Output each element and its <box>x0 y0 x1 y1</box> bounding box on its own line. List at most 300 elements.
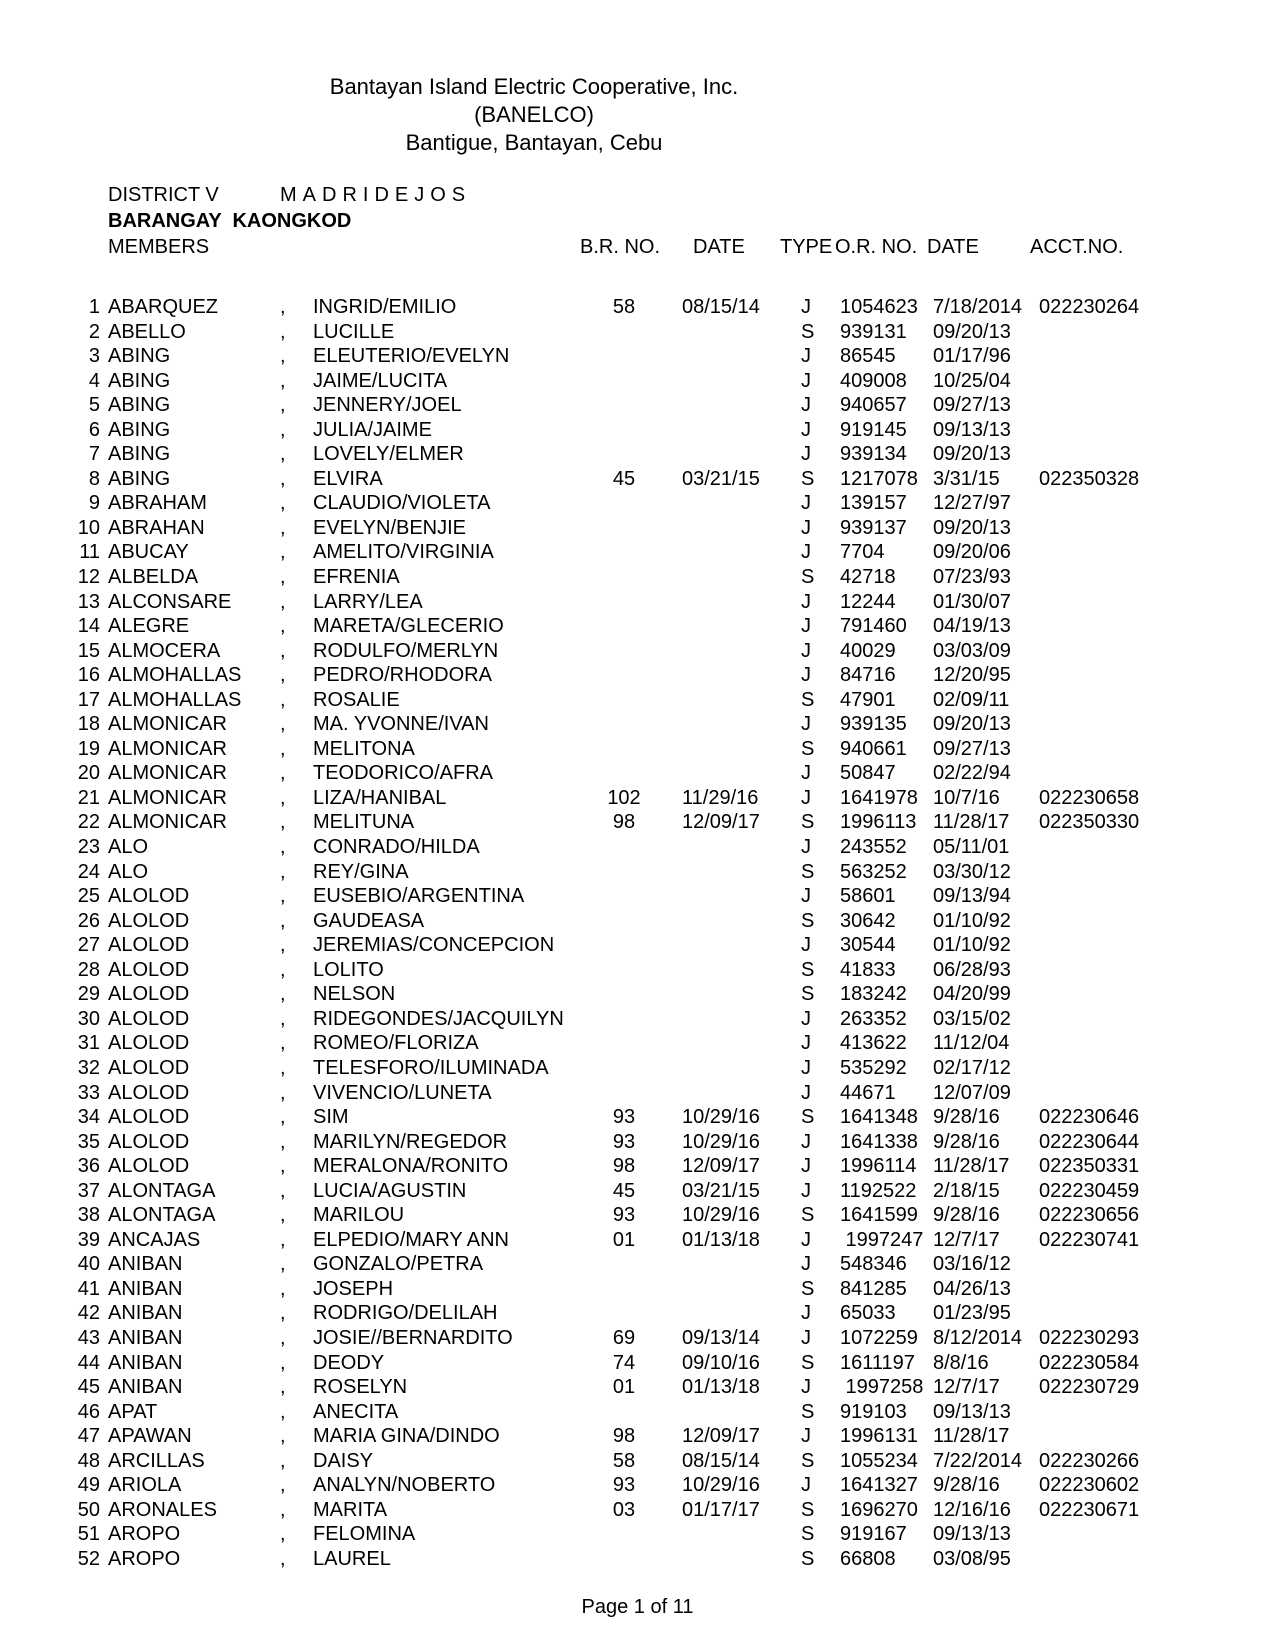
account-number: 022230656 <box>1039 1204 1140 1227</box>
membership-type: S <box>801 1547 815 1570</box>
or-date: 09/20/13 <box>933 443 1011 466</box>
or-date: 02/09/11 <box>933 688 1010 711</box>
account-number: 022230459 <box>1039 1179 1140 1202</box>
account-number: 022230671 <box>1039 1498 1140 1521</box>
account-number: 022230646 <box>1039 1106 1140 1129</box>
membership-type: J <box>801 345 811 368</box>
or-number: 919103 <box>840 1400 907 1423</box>
member-last-name: ANIBAN <box>108 1326 183 1349</box>
member-number: 16 <box>77 664 100 687</box>
or-date: 10/25/04 <box>933 369 1011 392</box>
or-number: 841285 <box>840 1277 907 1300</box>
membership-type: J <box>801 1056 811 1079</box>
member-last-name: ABING <box>108 418 171 441</box>
member-last-name: ABARQUEZ <box>108 296 219 318</box>
or-number: 1997258 <box>840 1376 924 1399</box>
member-number: 6 <box>88 418 100 441</box>
membership-type: S <box>801 1106 815 1129</box>
member-number: 22 <box>77 811 100 834</box>
or-date: 03/03/09 <box>933 639 1011 662</box>
member-first-names: MARILYN/REGEDOR <box>313 1130 508 1153</box>
account-number: 022230264 <box>1039 296 1140 318</box>
member-row <box>0 1007 1275 1032</box>
member-number: 9 <box>88 492 100 515</box>
district-label: DISTRICT V <box>108 184 219 206</box>
or-date: 11/28/17 <box>933 1425 1010 1448</box>
member-first-names: RODULFO/MERLYN <box>313 639 499 662</box>
membership-type: S <box>801 320 815 343</box>
or-date: 04/19/13 <box>933 615 1011 638</box>
br-number: 98 <box>612 811 636 834</box>
membership-type: S <box>801 1523 815 1546</box>
member-first-names: JEREMIAS/CONCEPCION <box>313 934 555 957</box>
name-separator: , <box>280 541 286 564</box>
or-number: 939134 <box>840 443 907 466</box>
member-number: 40 <box>77 1253 100 1276</box>
br-date: 09/10/16 <box>682 1351 760 1374</box>
member-row <box>0 1449 1275 1474</box>
name-separator: , <box>280 1474 286 1497</box>
member-number: 47 <box>77 1425 100 1448</box>
member-first-names: LUCIA/AGUSTIN <box>313 1179 467 1202</box>
or-number: 939137 <box>840 516 907 539</box>
membership-type: S <box>801 566 815 589</box>
member-number: 19 <box>77 737 100 760</box>
name-separator: , <box>280 1523 286 1546</box>
member-first-names: MELITONA <box>313 737 415 760</box>
name-separator: , <box>280 1425 286 1448</box>
or-number: 183242 <box>840 983 907 1006</box>
br-date: 10/29/16 <box>682 1130 760 1153</box>
member-number: 15 <box>77 639 100 662</box>
or-date: 09/27/13 <box>933 394 1011 417</box>
name-separator: , <box>280 909 286 932</box>
member-row <box>0 761 1275 786</box>
member-last-name: ABUCAY <box>108 541 189 564</box>
name-separator: , <box>280 1400 286 1423</box>
membership-type: J <box>801 836 811 859</box>
member-last-name: ABRAHAN <box>108 516 205 539</box>
member-last-name: ABING <box>108 443 171 466</box>
or-date: 04/20/99 <box>933 983 1011 1006</box>
or-date: 09/13/94 <box>933 885 1011 908</box>
member-row <box>0 1154 1275 1179</box>
member-last-name: ALOLOD <box>108 958 190 981</box>
member-number: 12 <box>77 566 100 589</box>
member-row <box>0 565 1275 590</box>
account-number: 022230729 <box>1039 1376 1140 1399</box>
member-row <box>0 909 1275 934</box>
member-last-name: ALMOCERA <box>108 639 221 662</box>
or-date: 09/13/13 <box>933 418 1011 441</box>
member-row <box>0 982 1275 1007</box>
or-date: 09/13/13 <box>933 1400 1011 1423</box>
or-number: 919167 <box>840 1523 907 1546</box>
member-last-name: ALCONSARE <box>108 590 232 613</box>
or-number: 84716 <box>840 664 896 687</box>
member-number: 52 <box>77 1547 100 1570</box>
member-number: 32 <box>77 1056 100 1079</box>
membership-type: S <box>801 958 815 981</box>
name-separator: , <box>280 394 286 417</box>
name-separator: , <box>280 885 286 908</box>
or-date: 01/10/92 <box>933 909 1011 932</box>
membership-type: J <box>801 1179 811 1202</box>
br-number: 58 <box>612 296 636 318</box>
membership-type: J <box>801 1302 811 1325</box>
or-date: 09/13/13 <box>933 1523 1011 1546</box>
member-first-names: LUCILLE <box>313 320 395 343</box>
or-date: 03/16/12 <box>933 1253 1011 1276</box>
name-separator: , <box>280 934 286 957</box>
membership-type: J <box>801 1007 811 1030</box>
name-separator: , <box>280 1253 286 1276</box>
name-separator: , <box>280 664 286 687</box>
member-first-names: JAIME/LUCITA <box>313 369 448 392</box>
member-number: 17 <box>77 688 100 711</box>
or-date: 12/20/95 <box>933 664 1011 687</box>
member-first-names: ANALYN/NOBERTO <box>313 1474 496 1497</box>
member-first-names: ROSELYN <box>313 1376 408 1399</box>
br-date: 10/29/16 <box>682 1474 760 1497</box>
name-separator: , <box>280 1228 286 1251</box>
or-date: 01/17/96 <box>933 345 1011 368</box>
member-first-names: ROMEO/FLORIZA <box>313 1032 479 1055</box>
or-date: 7/18/2014 <box>933 296 1022 318</box>
account-number: 022230644 <box>1039 1130 1140 1153</box>
or-number: 30544 <box>840 934 896 957</box>
or-date: 09/20/06 <box>933 541 1011 564</box>
member-row <box>0 393 1275 418</box>
name-separator: , <box>280 1449 286 1472</box>
or-number: 1641599 <box>840 1204 918 1227</box>
member-first-names: JOSEPH <box>313 1277 394 1300</box>
member-last-name: ABELLO <box>108 320 186 343</box>
or-date: 10/7/16 <box>933 786 1000 809</box>
member-row <box>0 369 1275 394</box>
or-number: 413622 <box>840 1032 907 1055</box>
member-number: 21 <box>77 786 100 809</box>
name-separator: , <box>280 1302 286 1325</box>
member-row <box>0 491 1275 516</box>
name-separator: , <box>280 836 286 859</box>
member-last-name: ALOLOD <box>108 983 190 1006</box>
membership-type: J <box>801 1228 811 1251</box>
member-number: 33 <box>77 1081 100 1104</box>
or-number: 44671 <box>840 1081 896 1104</box>
member-number: 10 <box>77 516 100 539</box>
member-row <box>0 663 1275 688</box>
col-date: DATE <box>693 236 745 258</box>
name-separator: , <box>280 492 286 515</box>
account-number: 022350328 <box>1039 467 1140 490</box>
member-last-name: ALO <box>108 836 149 859</box>
org-address: Bantigue, Bantayan, Cebu <box>405 130 663 155</box>
member-number: 26 <box>77 909 100 932</box>
member-number: 48 <box>77 1449 100 1472</box>
or-date: 09/20/13 <box>933 516 1011 539</box>
name-separator: , <box>280 1376 286 1399</box>
member-row <box>0 786 1275 811</box>
member-last-name: ABRAHAM <box>108 492 207 515</box>
member-number: 5 <box>88 394 100 417</box>
member-last-name: ALOLOD <box>108 1155 190 1178</box>
member-row <box>0 810 1275 835</box>
or-number: 41833 <box>840 958 896 981</box>
or-number: 409008 <box>840 369 907 392</box>
name-separator: , <box>280 713 286 736</box>
member-first-names: GAUDEASA <box>313 909 425 932</box>
member-last-name: ALONTAGA <box>108 1179 216 1202</box>
membership-type: S <box>801 983 815 1006</box>
member-row <box>0 1522 1275 1547</box>
member-row <box>0 1547 1275 1572</box>
member-row <box>0 1375 1275 1400</box>
member-last-name: ANIBAN <box>108 1277 183 1300</box>
or-date: 01/23/95 <box>933 1302 1011 1325</box>
account-number: 022350331 <box>1039 1155 1140 1178</box>
membership-type: J <box>801 443 811 466</box>
member-number: 25 <box>77 885 100 908</box>
or-date: 01/10/92 <box>933 934 1011 957</box>
or-number: 939135 <box>840 713 907 736</box>
br-number: 01 <box>612 1228 636 1251</box>
member-row <box>0 1424 1275 1449</box>
or-number: 66808 <box>840 1547 896 1570</box>
name-separator: , <box>280 786 286 809</box>
or-number: 919145 <box>840 418 907 441</box>
br-date: 10/29/16 <box>682 1204 760 1227</box>
member-first-names: MARILOU <box>313 1204 405 1227</box>
membership-type: J <box>801 786 811 809</box>
member-last-name: ARCILLAS <box>108 1449 205 1472</box>
member-number: 45 <box>77 1376 100 1399</box>
membership-type: J <box>801 1081 811 1104</box>
membership-type: J <box>801 541 811 564</box>
br-number: 98 <box>612 1425 636 1448</box>
col-br-no: B.R. NO. <box>580 236 661 258</box>
member-number: 29 <box>77 983 100 1006</box>
or-date: 12/7/17 <box>933 1376 1000 1399</box>
or-number: 939131 <box>840 320 907 343</box>
member-first-names: MA. YVONNE/IVAN <box>313 713 489 736</box>
member-last-name: ALMONICAR <box>108 737 227 760</box>
member-first-names: ROSALIE <box>313 688 400 711</box>
member-last-name: ABING <box>108 369 171 392</box>
member-row <box>0 884 1275 909</box>
br-number: 58 <box>612 1449 636 1472</box>
member-first-names: TELESFORO/ILUMINADA <box>313 1056 549 1079</box>
or-number: 50847 <box>840 762 896 785</box>
membership-type: S <box>801 1277 815 1300</box>
member-row <box>0 1351 1275 1376</box>
member-last-name: ANCAJAS <box>108 1228 201 1251</box>
member-row <box>0 1498 1275 1523</box>
br-date: 09/13/14 <box>682 1326 760 1349</box>
col-acct-no: ACCT.NO. <box>1030 236 1124 258</box>
member-last-name: ALOLOD <box>108 885 190 908</box>
member-number: 38 <box>77 1204 100 1227</box>
member-last-name: ALOLOD <box>108 1130 190 1153</box>
membership-type: J <box>801 885 811 908</box>
member-last-name: ALMOHALLAS <box>108 688 242 711</box>
or-number: 7704 <box>840 541 885 564</box>
name-separator: , <box>280 418 286 441</box>
name-separator: , <box>280 737 286 760</box>
member-number: 2 <box>88 320 100 343</box>
name-separator: , <box>280 1547 286 1570</box>
membership-type: J <box>801 713 811 736</box>
member-last-name: ALMONICAR <box>108 762 227 785</box>
member-row <box>0 516 1275 541</box>
or-date: 9/28/16 <box>933 1474 1000 1497</box>
membership-type: J <box>801 1376 811 1399</box>
account-number: 022230293 <box>1039 1326 1140 1349</box>
member-last-name: ALO <box>108 860 149 883</box>
member-last-name: AROPO <box>108 1547 181 1570</box>
member-last-name: ANIBAN <box>108 1253 183 1276</box>
or-number: 1696270 <box>840 1498 918 1521</box>
member-last-name: ABING <box>108 394 171 417</box>
member-row <box>0 1252 1275 1277</box>
page-number: Page 1 of 11 <box>581 1596 694 1618</box>
member-first-names: ELPEDIO/MARY ANN <box>313 1228 509 1251</box>
member-first-names: CLAUDIO/VIOLETA <box>313 492 491 515</box>
member-first-names: SIM <box>313 1106 349 1129</box>
member-last-name: ARONALES <box>108 1498 217 1521</box>
member-last-name: APAWAN <box>108 1425 192 1448</box>
member-last-name: ALMONICAR <box>108 811 227 834</box>
member-row <box>0 860 1275 885</box>
member-first-names: LOLITO <box>313 958 384 981</box>
member-last-name: ANIBAN <box>108 1376 183 1399</box>
or-date: 9/28/16 <box>933 1106 1000 1129</box>
member-last-name: ALMONICAR <box>108 786 227 809</box>
member-first-names: EVELYN/BENJIE <box>313 516 467 539</box>
membership-type: J <box>801 369 811 392</box>
member-last-name: ALMONICAR <box>108 713 227 736</box>
member-number: 39 <box>77 1228 100 1251</box>
member-number: 49 <box>77 1474 100 1497</box>
member-row <box>0 1473 1275 1498</box>
name-separator: , <box>280 1032 286 1055</box>
br-number: 93 <box>612 1204 636 1227</box>
member-first-names: MARITA <box>313 1498 388 1521</box>
or-date: 11/28/17 <box>933 811 1010 834</box>
member-number: 28 <box>77 958 100 981</box>
br-date: 11/29/16 <box>682 786 759 809</box>
member-last-name: AROPO <box>108 1523 181 1546</box>
member-first-names: CONRADO/HILDA <box>313 836 480 859</box>
member-last-name: ALBELDA <box>108 566 199 589</box>
name-separator: , <box>280 1179 286 1202</box>
or-number: 65033 <box>840 1302 896 1325</box>
name-separator: , <box>280 345 286 368</box>
member-first-names: LIZA/HANIBAL <box>313 786 447 809</box>
member-first-names: DEODY <box>313 1351 385 1374</box>
br-date: 08/15/14 <box>682 1449 760 1472</box>
account-number: 022230658 <box>1039 786 1140 809</box>
member-row <box>0 639 1275 664</box>
name-separator: , <box>280 811 286 834</box>
or-number: 47901 <box>840 688 896 711</box>
member-number: 20 <box>77 762 100 785</box>
membership-type: S <box>801 1400 815 1423</box>
or-number: 940661 <box>840 737 907 760</box>
or-number: 139157 <box>840 492 907 515</box>
member-number: 35 <box>77 1130 100 1153</box>
or-date: 02/22/94 <box>933 762 1011 785</box>
name-separator: , <box>280 1498 286 1521</box>
name-separator: , <box>280 369 286 392</box>
membership-type: J <box>801 516 811 539</box>
member-number: 1 <box>88 296 100 318</box>
membership-type: J <box>801 1155 811 1178</box>
member-row <box>0 295 1275 320</box>
or-number: 86545 <box>840 345 896 368</box>
or-number: 1641338 <box>840 1130 918 1153</box>
or-number: 1641348 <box>840 1106 918 1129</box>
br-number: 98 <box>612 1155 636 1178</box>
or-number: 1055234 <box>840 1449 918 1472</box>
or-date: 07/23/93 <box>933 566 1011 589</box>
member-row <box>0 1326 1275 1351</box>
membership-type: S <box>801 737 815 760</box>
br-date: 01/13/18 <box>682 1228 760 1251</box>
account-number: 022230741 <box>1039 1228 1140 1251</box>
or-date: 03/08/95 <box>933 1547 1011 1570</box>
membership-type: S <box>801 1498 815 1521</box>
member-row <box>0 418 1275 443</box>
or-date: 8/12/2014 <box>933 1326 1022 1349</box>
br-number: 45 <box>612 467 636 490</box>
member-last-name: ALEGRE <box>108 615 190 638</box>
or-date: 02/17/12 <box>933 1056 1011 1079</box>
member-row <box>0 1105 1275 1130</box>
membership-type: J <box>801 934 811 957</box>
member-last-name: ANIBAN <box>108 1351 183 1374</box>
or-number: 243552 <box>840 836 907 859</box>
membership-type: J <box>801 394 811 417</box>
name-separator: , <box>280 467 286 490</box>
or-date: 9/28/16 <box>933 1204 1000 1227</box>
br-date: 12/09/17 <box>682 1425 760 1448</box>
name-separator: , <box>280 1277 286 1300</box>
or-number: 1611197 <box>840 1351 915 1374</box>
member-first-names: NELSON <box>313 983 396 1006</box>
member-row <box>0 958 1275 983</box>
or-date: 12/7/17 <box>933 1228 1000 1251</box>
or-number: 1072259 <box>840 1326 918 1349</box>
or-number: 1996113 <box>840 811 917 834</box>
member-last-name: ALOLOD <box>108 1007 190 1030</box>
or-date: 12/16/16 <box>933 1498 1011 1521</box>
or-date: 12/27/97 <box>933 492 1011 515</box>
membership-type: J <box>801 492 811 515</box>
member-first-names: RIDEGONDES/JACQUILYN <box>313 1007 564 1030</box>
member-row <box>0 344 1275 369</box>
or-number: 1054623 <box>840 296 918 318</box>
or-date: 7/22/2014 <box>933 1449 1022 1472</box>
or-date: 3/31/15 <box>933 467 1000 490</box>
name-separator: , <box>280 615 286 638</box>
or-number: 30642 <box>840 909 896 932</box>
br-date: 03/21/15 <box>682 467 760 490</box>
member-last-name: APAT <box>108 1400 158 1423</box>
or-date: 12/07/09 <box>933 1081 1011 1104</box>
name-separator: , <box>280 296 286 318</box>
member-number: 14 <box>77 615 100 638</box>
